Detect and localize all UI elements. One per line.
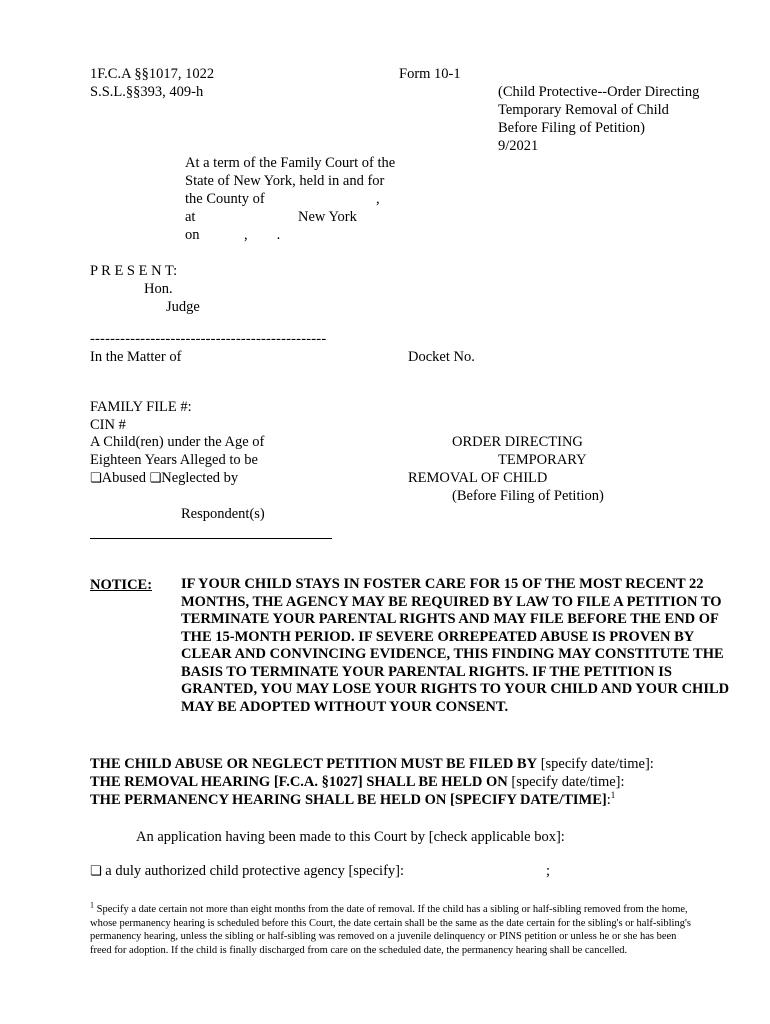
judge-title: Judge [166,299,200,315]
footnote-text: Specify a date certain not more than eight months from the date of removal. If the child has a sibling or half-sibling removed from the home, whose permanency hearing is scheduled before this Court, the date certain shall be the same as the date certain for the sibling's or half-sibling's permanency hearing, unless the sibling or half-sibling was removed on a juvenile delinquency or PINS petition or unless he or she has been freed for adoption. If the child is finally discharged from care on the scheduled date, the permanency hearing shall be cancelled. [90,904,691,956]
statute-citation-ssl: S.S.L.§§393, 409-h [90,84,204,100]
respondents-label: Respondent(s) [181,506,265,522]
matter-label: In the Matter of [90,349,182,365]
caption-bottom-rule [90,538,332,539]
footnote-reference[interactable]: 1 [610,790,616,801]
form-revision-date: 9/2021 [498,138,539,154]
abused-label: Abused [101,470,146,486]
removal-hearing-label: THE REMOVAL HEARING [F.C.A. §1027] SHALL BE HELD ON [90,774,508,790]
court-on-label: on [185,227,200,243]
order-title-line: REMOVAL OF CHILD [408,470,548,486]
neglected-label: Neglected by [161,470,239,486]
neglected-checkbox[interactable]: ❏ [149,471,162,486]
court-term-line: At a term of the Family Court of the [185,155,396,171]
court-county-comma: , [376,191,380,207]
court-place: New York [298,209,357,225]
agency-line-end: ; [546,863,551,879]
order-title-line: TEMPORARY [498,452,587,468]
form-description-line: Before Filing of Petition) [498,120,645,136]
removal-hearing-line [90,773,625,791]
court-county-label: the County of [185,191,265,207]
permanency-hearing-label: THE PERMANENCY HEARING SHALL BE HELD ON [SPECIFY DATE/TIME] [90,792,607,808]
footnote-mark: 1 [90,900,94,910]
court-at-label: at [185,209,196,225]
judge-honorific: Hon. [144,281,173,297]
agency-option [90,862,404,881]
notice-label: NOTICE: [90,577,153,593]
petition-deadline-line [90,755,654,773]
petition-deadline-label: THE CHILD ABUSE OR NEGLECT PETITION MUST BE FILED BY [90,756,538,772]
permanency-hearing-colon: : [606,792,611,808]
petition-deadline-hint: [specify date/time]: [537,756,654,772]
agency-label: a duly authorized child protective agency [specify]: [105,863,405,879]
abused-checkbox[interactable]: ❏ [90,471,102,486]
family-file-label: FAMILY FILE #: [90,399,192,415]
present-label: P R E S E N T: [90,263,178,279]
statute-citation-fca: 1F.C.A §§1017, 1022 [90,66,215,82]
agency-checkbox[interactable]: ❏ [90,864,102,879]
notice-text: IF YOUR CHILD STAYS IN FOSTER CARE FOR 15 OF THE MOST RECENT 22 MONTHS, THE AGENCY MAY BE REQUIRED BY LAW TO FILE A PETITION TO TERMINATE YOUR PARENTAL RIGHTS AND MAY FILE BEFORE THE END OF THE 15-MONTH PERIOD. IF SEVERE ORREPEATED ABUSE IS PROVEN BY CLEAR AND CONVINCING EVIDENCE, THIS FINDING MAY CONSTITUTE THE BASIS TO TERMINATE YOUR PARENTAL RIGHTS. IF THE PETITION IS GRANTED, YOU MAY LOSE YOUR RIGHTS TO YOUR CHILD AND YOUR CHILD MAY BE ADOPTED WITHOUT YOUR CONSENT. [181,576,730,715]
order-subtitle: (Before Filing of Petition) [452,488,604,504]
form-description-line: Temporary Removal of Child [498,102,669,118]
cin-label: CIN # [90,417,126,433]
docket-label: Docket No. [408,349,475,365]
removal-hearing-hint: [specify date/time]: [507,774,625,790]
child-age-line: A Child(ren) under the Age of [90,434,265,450]
application-intro: An application having been made to this Court by [check applicable box]: [136,829,565,845]
order-title-line: ORDER DIRECTING [452,434,583,450]
abuse-neglect-options [90,469,238,488]
court-term-line: State of New York, held in and for [185,173,385,189]
caption-dashed-rule: ----------------------------------------------- [90,331,327,347]
court-date-separators: , . [244,227,281,243]
child-alleged-line: Eighteen Years Alleged to be [90,452,258,468]
form-number: Form 10-1 [399,66,461,82]
footnote [90,900,700,957]
permanency-hearing-line [90,791,615,809]
form-description-line: (Child Protective--Order Directing [498,84,700,100]
